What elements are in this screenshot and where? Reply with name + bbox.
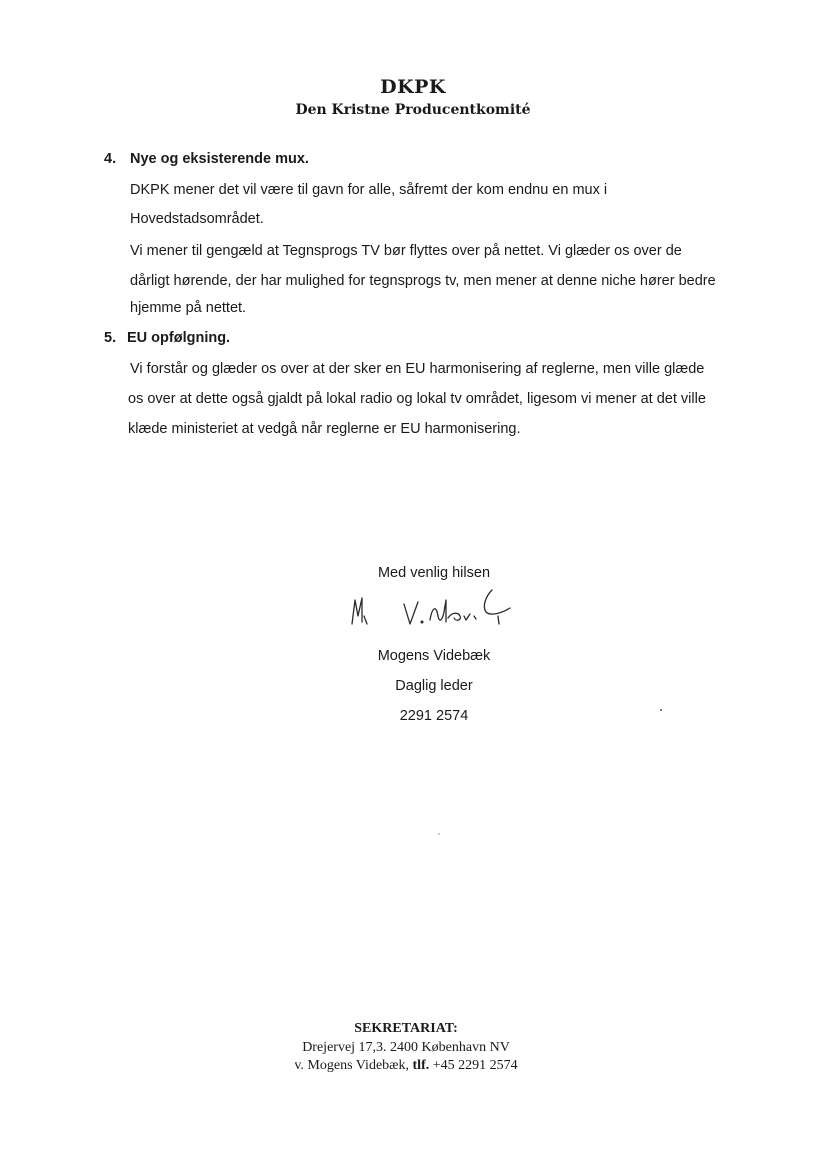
footer-contact-prefix: v. Mogens Videbæk, [294, 1058, 413, 1073]
footer-tlf-label: tlf. [412, 1058, 430, 1073]
section-5-line-2: os over at dette også gjaldt på lokal radio og lokal tv området, ligesom vi mener at det ville [128, 391, 706, 407]
section-4-line-4: dårligt hørende, der har mulighed for tegnsprogs tv, men mener at denne niche hører bedre [130, 273, 716, 289]
org-full-name: Den Kristne Producentkomité [295, 102, 531, 118]
closing-name: Mogens Videbæk [377, 648, 491, 664]
footer-phone: +45 2291 2574 [429, 1058, 518, 1073]
section-4-line-5: hjemme på nettet. [130, 300, 247, 316]
section-4-line-1: DKPK mener det vil være til gavn for alle, såfremt der kom endnu en mux i [130, 182, 608, 198]
footer-contact [0, 1058, 812, 1074]
section-5-number: 5. [104, 330, 117, 346]
scan-speck [660, 709, 662, 711]
closing-greeting: Med venlig hilsen [377, 565, 491, 581]
section-4-heading: Nye og eksisterende mux. [130, 151, 309, 167]
section-4-line-2: Hovedstadsområdet. [130, 211, 264, 227]
handwritten-signature [340, 586, 530, 632]
org-abbreviation: DKPK [380, 76, 446, 98]
section-5-heading: EU opfølgning. [127, 330, 231, 346]
section-5-line-1: Vi forstår og glæder os over at der sker en EU harmonisering af reglerne, men ville glæde [130, 361, 705, 377]
closing-title: Daglig leder [395, 678, 473, 694]
section-4-number: 4. [104, 151, 117, 167]
footer-address: Drejervej 17,3. 2400 København NV [302, 1040, 510, 1055]
footer-title: SEKRETARIAT: [354, 1021, 458, 1036]
section-4-line-3: Vi mener til gengæld at Tegnsprogs TV bør flyttes over på nettet. Vi glæder os over de [130, 243, 682, 259]
closing-phone: 2291 2574 [399, 708, 469, 724]
scan-speck [438, 833, 440, 835]
section-5-line-3: klæde ministeriet at vedgå når reglerne er EU harmonisering. [128, 421, 521, 437]
